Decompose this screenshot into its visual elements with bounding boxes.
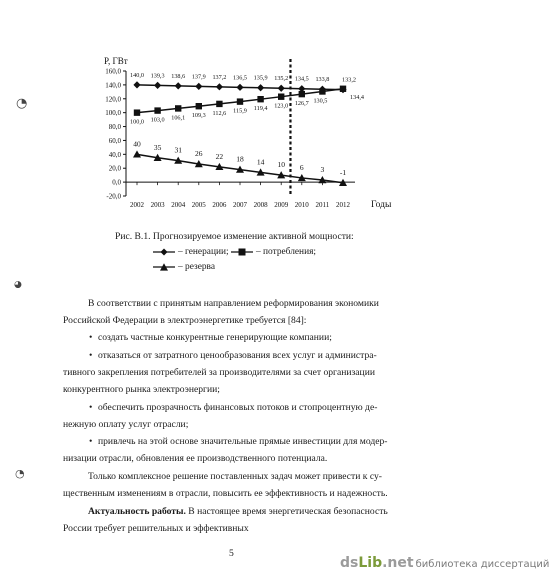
body-line: Только комплексное решение поставленных задач может привести к су- — [88, 471, 382, 482]
watermark-text: библиотека диссертаций — [415, 559, 549, 570]
data-label: 112,6 — [212, 109, 227, 117]
data-point-generation — [236, 84, 243, 91]
data-label: 10 — [277, 160, 285, 170]
x-tick-label: 2005 — [191, 200, 206, 209]
y-tick-label: 160,0 — [105, 67, 121, 76]
data-label: 134,5 — [294, 75, 309, 83]
diamond-marker-icon — [153, 248, 175, 256]
data-point-consumption — [340, 86, 346, 92]
bullet-text: создать частные конкурентные генерирующие компании; — [98, 332, 332, 343]
data-label: 136,5 — [233, 74, 247, 82]
data-label: 138,6 — [171, 72, 186, 80]
x-tick-label: 2009 — [274, 200, 289, 209]
page-number: 5 — [229, 548, 234, 559]
body-text: В настоящее время энергетическая безопасность — [185, 506, 388, 517]
data-point-generation — [133, 81, 140, 88]
data-label: 40 — [133, 139, 141, 149]
data-point-consumption — [216, 101, 222, 107]
bullet-icon: • — [89, 332, 93, 343]
body-line: щественным изменениям в отрасли, повысить ее эффективность и надежность. — [63, 488, 388, 499]
data-label: 139,3 — [150, 72, 165, 80]
body-line: В соответствии с принятым направлением реформирования экономики — [88, 298, 379, 309]
legend-label: – резерва — [178, 262, 216, 272]
data-label: 133,8 — [315, 76, 330, 84]
legend-label: – потребления; — [256, 247, 316, 257]
data-label: 115,9 — [233, 107, 247, 115]
data-point-consumption — [237, 98, 243, 104]
data-label: 119,4 — [253, 105, 268, 113]
x-tick-label: 2006 — [212, 200, 227, 209]
binding-hole-mark: ◔ — [15, 467, 25, 480]
y-tick-label: 40,0 — [108, 150, 121, 159]
data-label: 137,9 — [191, 73, 206, 81]
data-label: 135,9 — [253, 74, 268, 82]
data-point-consumption — [278, 93, 284, 99]
data-point-generation — [154, 82, 161, 89]
bullet-text: обеспечить прозрачность финансовых потоков и стопроцентную де- — [98, 402, 378, 413]
y-tick-label: 60,0 — [108, 136, 121, 145]
data-label: 3 — [320, 165, 325, 175]
bullet-icon: • — [89, 350, 93, 361]
data-label: 6 — [299, 162, 304, 172]
body-line: Российской Федерации в электроэнергетике требуется [84]: — [63, 315, 307, 326]
bullet-text: привлечь на этой основе значительные прямые инвестиции для модер- — [98, 436, 388, 447]
data-point-generation — [175, 82, 182, 89]
data-label: 137,2 — [212, 73, 227, 81]
data-label: 130,5 — [313, 97, 328, 105]
binding-hole-mark: ◕ — [14, 280, 22, 290]
data-label: 133,2 — [342, 76, 356, 84]
data-label: 109,3 — [191, 112, 206, 120]
data-point-generation — [195, 83, 202, 90]
triangle-marker-icon — [153, 263, 175, 271]
data-label: 35 — [153, 142, 162, 152]
data-label: 26 — [195, 149, 203, 159]
data-point-generation — [278, 85, 285, 92]
y-tick-label: 20,0 — [108, 164, 121, 173]
data-label: -1 — [339, 167, 347, 177]
body-line: низации отрасли, обновления ее производственного потенциала. — [63, 453, 328, 464]
watermark — [340, 555, 549, 571]
body-line: тивного закрепления потребителей за производителями за счет организации — [63, 367, 375, 378]
data-label: 100,0 — [130, 118, 144, 126]
data-point-consumption — [257, 96, 263, 102]
legend-item-reserve — [153, 262, 215, 272]
data-point-consumption — [134, 109, 140, 115]
data-label: 134,4 — [350, 93, 364, 101]
data-label: 106,1 — [171, 114, 186, 122]
body-line: нежную оплату услуг отрасли; — [63, 419, 189, 430]
x-tick-label: 2003 — [150, 200, 165, 209]
data-label: 18 — [236, 154, 244, 164]
data-point-consumption — [196, 103, 202, 109]
bullet-icon: • — [89, 402, 93, 413]
binding-hole-mark: ◔ — [16, 96, 28, 111]
x-axis-title: Годы — [371, 199, 392, 210]
watermark-logo: dsLib.net — [340, 555, 414, 571]
y-tick-label: 100,0 — [105, 109, 121, 118]
section-heading: Актуальность работы. — [88, 506, 186, 517]
data-label: 22 — [215, 151, 224, 161]
data-label: 126,7 — [294, 100, 309, 108]
x-tick-label: 2007 — [233, 200, 247, 209]
data-point-reserve — [133, 150, 141, 157]
x-tick-label: 2008 — [253, 200, 268, 209]
x-tick-label: 2012 — [336, 200, 350, 209]
y-tick-label: 80,0 — [108, 123, 121, 132]
x-tick-label: 2010 — [294, 200, 309, 209]
data-point-consumption — [319, 88, 325, 94]
legend-item-consumption — [231, 247, 316, 257]
y-tick-label: -20,0 — [106, 192, 121, 201]
y-tick-label: 140,0 — [105, 81, 121, 90]
data-point-consumption — [154, 107, 160, 113]
legend-item-generation — [153, 247, 229, 257]
x-tick-label: 2011 — [315, 200, 330, 209]
data-label: 103,0 — [150, 116, 165, 124]
data-label: 14 — [256, 157, 265, 167]
data-label: 123,0 — [274, 102, 289, 110]
figure-caption: Рис. В.1. Прогнозируемое изменение активной мощности: — [115, 231, 354, 242]
data-point-consumption — [299, 91, 305, 97]
body-line: России требует решительных и эффективных — [63, 523, 249, 534]
power-forecast-chart — [0, 40, 392, 220]
bullet-icon: • — [89, 436, 93, 447]
data-point-consumption — [175, 105, 181, 111]
legend-label: – генерации; — [178, 247, 229, 257]
bullet-text: отказаться от затратного ценообразования всех услуг и администра- — [98, 350, 377, 361]
square-marker-icon — [231, 248, 253, 256]
data-label: 31 — [174, 145, 182, 155]
body-line: конкурентного рынка электроэнергии; — [63, 384, 220, 395]
data-point-generation — [257, 84, 264, 91]
data-point-generation — [216, 83, 223, 90]
x-tick-label: 2002 — [130, 200, 144, 209]
body-line — [88, 504, 388, 521]
data-label: 135,2 — [274, 75, 289, 83]
y-tick-label: 120,0 — [105, 95, 121, 104]
y-tick-label: 0,0 — [112, 178, 121, 187]
y-axis-title: P, ГВт — [104, 56, 128, 66]
x-tick-label: 2004 — [171, 200, 186, 209]
data-label: 140,0 — [130, 71, 144, 79]
